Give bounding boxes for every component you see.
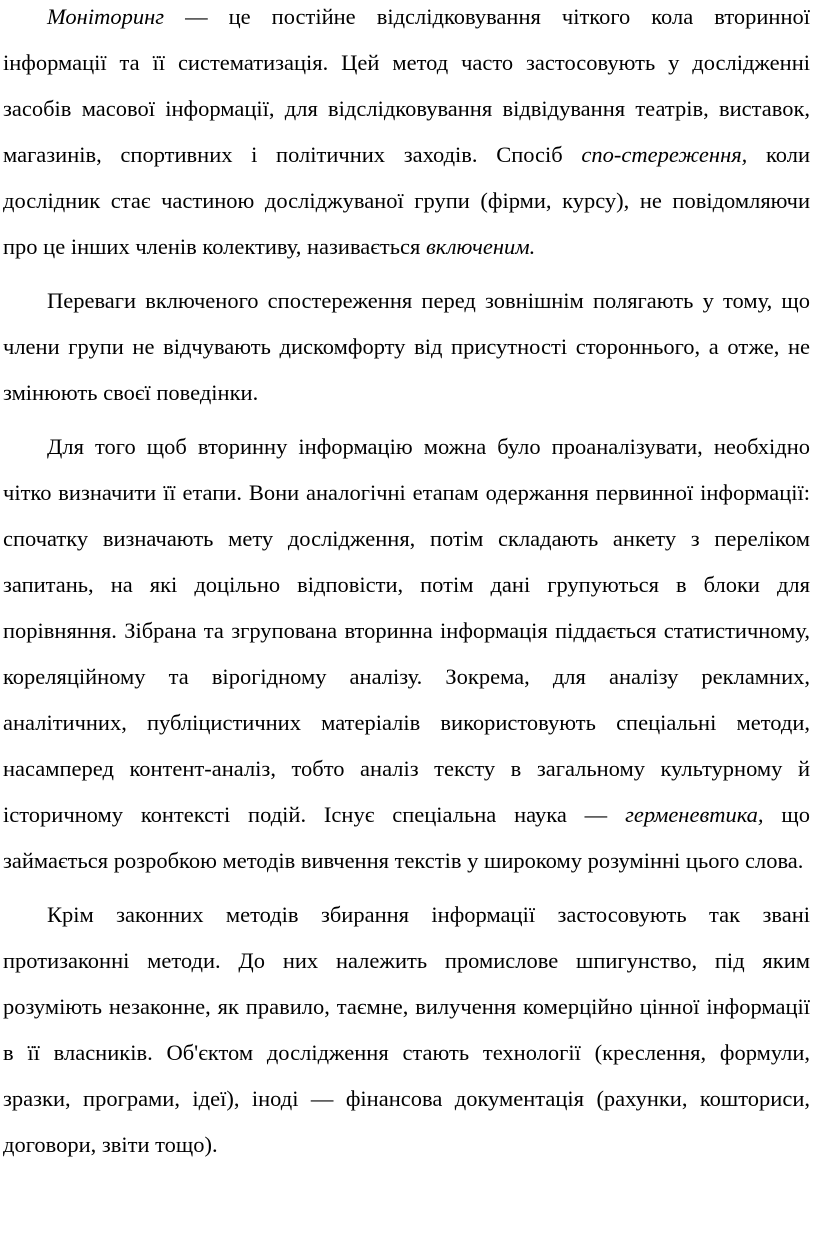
paragraph-text: що займається розробкою методів вивчення текстів у широкому розумінні цього слова. bbox=[3, 802, 811, 873]
paragraph-text: — це постійне відслідковування чіткого кола вторинної інформації та її систематизація. Цей метод часто застосовують у дослідженні засобів масової інформації, для відслідковування відвідування театрів, виставок, магазинів, спортивних і політичних заходів. Спосіб bbox=[3, 4, 810, 167]
paragraph-secondary-analysis bbox=[3, 424, 810, 884]
paragraph-text: Крім законних методів збирання інформації застосовують так звані протизаконні методи. До них належить промислове шпигунство, під яким розуміють незаконне, як правило, таємне, вилучення комерційно цінної інформації в її власників. Об'єктом дослідження стають технології (креслення, формули, зразки, програми, ідеї), іноді — фінансова документація (рахунки, кошториси, договори, звіти тощо). bbox=[3, 902, 810, 1157]
term-included: включеним. bbox=[425, 234, 536, 259]
paragraph-monitoring bbox=[3, 0, 810, 270]
term-hermeneutics: герменевтика, bbox=[625, 802, 764, 827]
paragraph-illegal-methods bbox=[3, 892, 810, 1168]
paragraph-text: коли дослідник стає частиною досліджуваної групи (фірми, курсу), не повідомляючи про це інших членів колективу, називається bbox=[3, 142, 810, 259]
term-monitoring: Моніторинг bbox=[47, 4, 165, 29]
term-observation: спо-стереження, bbox=[581, 142, 748, 167]
paragraph-advantages bbox=[3, 278, 810, 416]
paragraph-text: Переваги включеного спостереження перед зовнішнім полягають у тому, що члени групи не відчувають дискомфорту від присутності стороннього, а отже, не змінюють своєї поведінки. bbox=[3, 288, 810, 405]
paragraph-text: Для того щоб вторинну інформацію можна було проаналізувати, необхідно чітко визначити її етапи. Вони аналогічні етапам одержання первинної інформації: спочатку визначають мету дослідження, потім складають анкету з переліком запитань, на які доцільно відповісти, потім дані групуються в блоки для порівняння. Зібрана та згрупована вторинна інформація піддається статистичному, кореляційному та вірогідному аналізу. Зокрема, для аналізу рекламних, аналітичних, публіцистичних матеріалів використовують спеціальні методи, насамперед контент-аналіз, тобто аналіз тексту в загальному культурному й історичному контексті подій. Існує спеціальна наука — bbox=[3, 434, 810, 827]
